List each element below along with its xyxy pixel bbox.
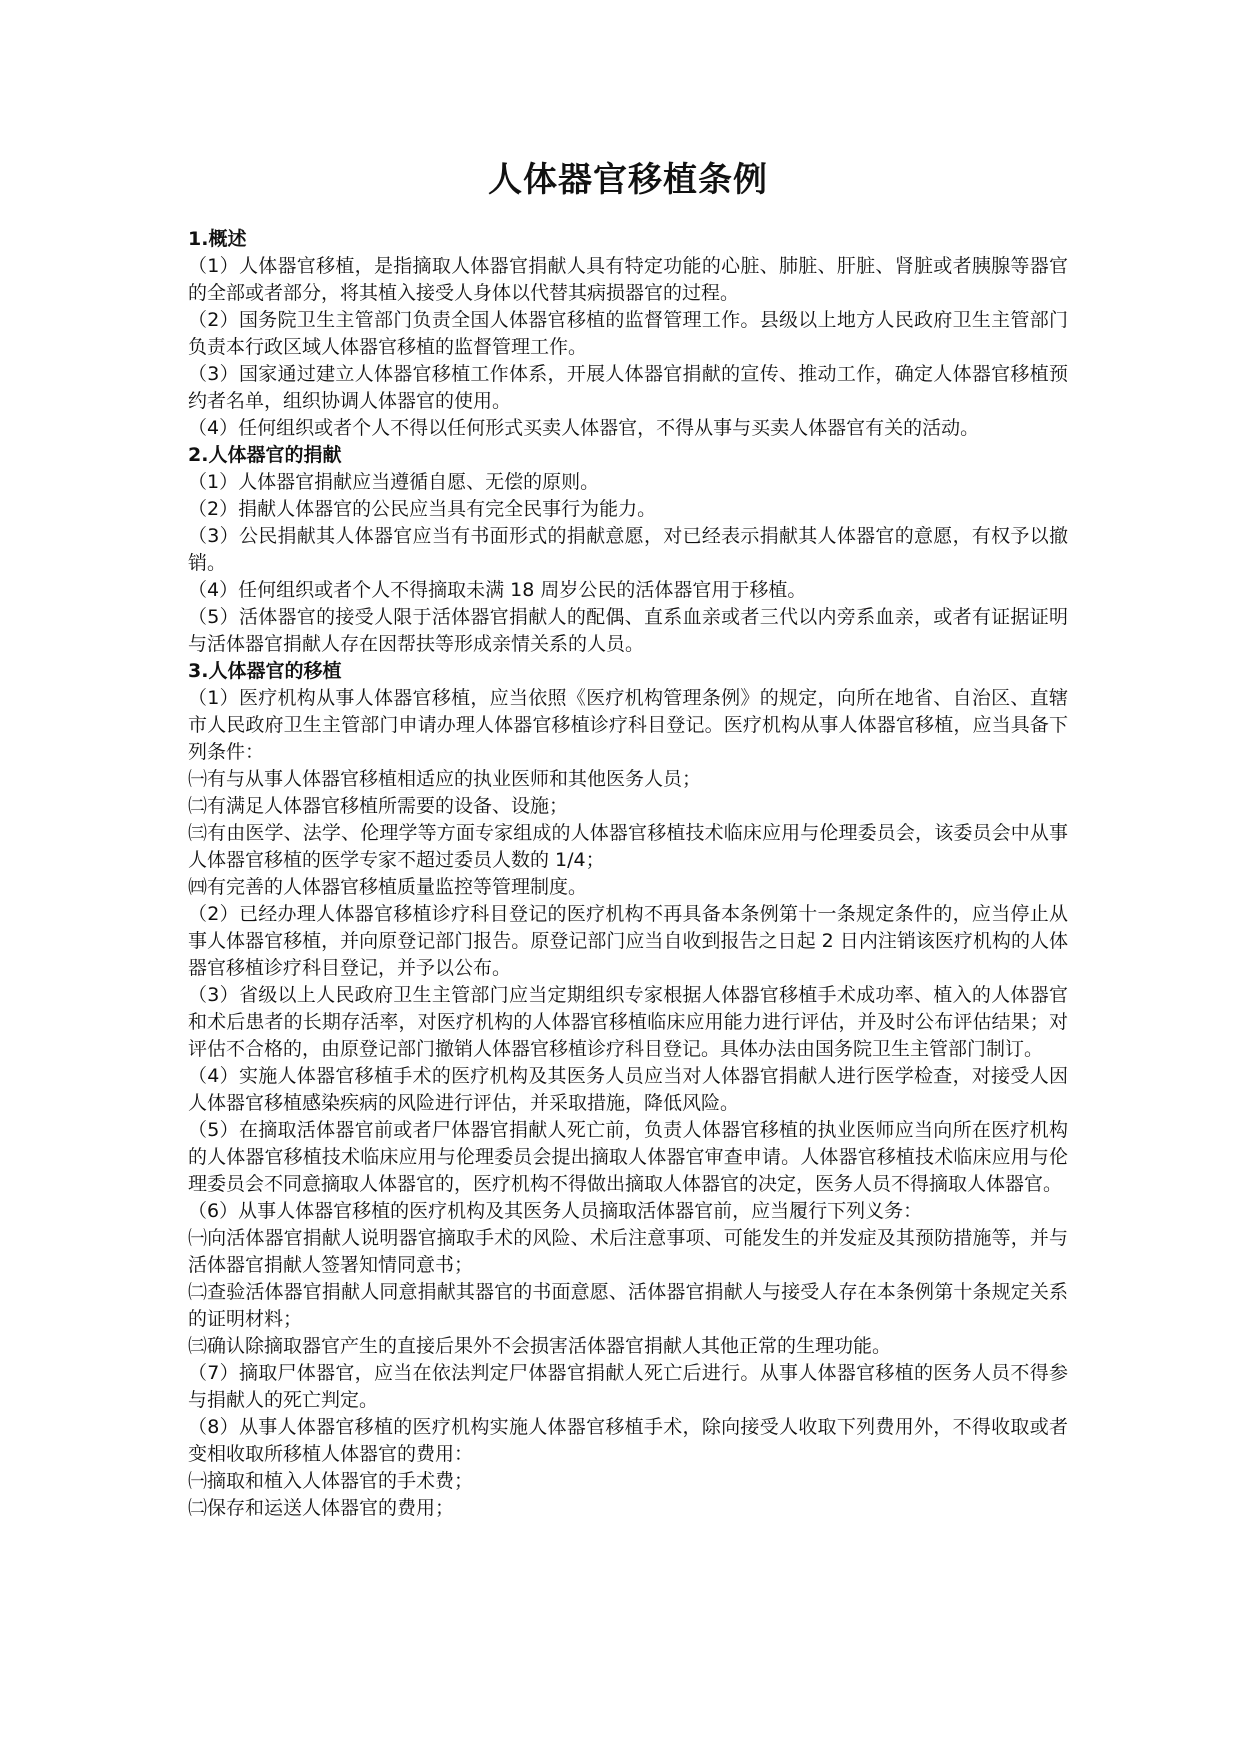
section-heading: 3.人体器官的移植 — [188, 660, 342, 682]
document-body — [188, 154, 1068, 1522]
section-overview — [188, 226, 1068, 442]
paragraph: （1）人体器官移植，是指摘取人体器官捐献人具有特定功能的心脏、肺脏、肝脏、肾脏或者胰腺等器官的全部或者部分，将其植入接受人身体以代替其病损器官的过程。 — [188, 255, 1068, 304]
paragraph: （2）国务院卫生主管部门负责全国人体器官移植的监督管理工作。县级以上地方人民政府卫生主管部门负责本行政区域人体器官移植的监督管理工作。 — [188, 309, 1068, 358]
list-item: ㈠有与从事人体器官移植相适应的执业医师和其他医务人员； — [188, 768, 702, 790]
paragraph: （2）已经办理人体器官移植诊疗科目登记的医疗机构不再具备本条例第十一条规定条件的，应当停止从事人体器官移植，并向原登记部门报告。原登记部门应当自收到报告之日起 2 日内注销该医疗机构的人体器官移植诊疗科目登记，并予以公布。 — [188, 903, 1068, 979]
paragraph: （2）捐献人体器官的公民应当具有完全民事行为能力。 — [188, 498, 657, 520]
paragraph: （1）医疗机构从事人体器官移植，应当依照《医疗机构管理条例》的规定，向所在地省、自治区、直辖市人民政府卫生主管部门申请办理人体器官移植诊疗科目登记。医疗机构从事人体器官移植，应当具备下列条件： — [188, 687, 1068, 763]
list-item: ㈡保存和运送人体器官的费用； — [188, 1497, 455, 1519]
paragraph: （4）实施人体器官移植手术的医疗机构及其医务人员应当对人体器官捐献人进行医学检查，对接受人因人体器官移植感染疾病的风险进行评估，并采取措施，降低风险。 — [188, 1065, 1068, 1114]
section-heading: 1.概述 — [188, 228, 247, 250]
section-donation — [188, 442, 1068, 658]
paragraph: （7）摘取尸体器官，应当在依法判定尸体器官捐献人死亡后进行。从事人体器官移植的医务人员不得参与捐献人的死亡判定。 — [188, 1362, 1068, 1411]
list-item: ㈠向活体器官捐献人说明器官摘取手术的风险、术后注意事项、可能发生的并发症及其预防措施等，并与活体器官捐献人签署知情同意书； — [188, 1227, 1068, 1276]
list-item: ㈢有由医学、法学、伦理学等方面专家组成的人体器官移植技术临床应用与伦理委员会，该委员会中从事人体器官移植的医学专家不超过委员人数的 1/4； — [188, 822, 1068, 871]
paragraph: （8）从事人体器官移植的医疗机构实施人体器官移植手术，除向接受人收取下列费用外，不得收取或者变相收取所移植人体器官的费用： — [188, 1416, 1068, 1465]
paragraph: （3）公民捐献其人体器官应当有书面形式的捐献意愿，对已经表示捐献其人体器官的意愿，有权予以撤销。 — [188, 525, 1068, 574]
paragraph: （3）省级以上人民政府卫生主管部门应当定期组织专家根据人体器官移植手术成功率、植入的人体器官和术后患者的长期存活率，对医疗机构的人体器官移植临床应用能力进行评估，并及时公布评估结果；对评估不合格的，由原登记部门撤销人体器官移植诊疗科目登记。具体办法由国务院卫生主管部门制订。 — [188, 984, 1068, 1060]
section-heading: 2.人体器官的捐献 — [188, 444, 342, 466]
list-item: ㈡有满足人体器官移植所需要的设备、设施； — [188, 795, 569, 817]
list-item: ㈠摘取和植入人体器官的手术费； — [188, 1470, 474, 1492]
paragraph: （4）任何组织或者个人不得以任何形式买卖人体器官，不得从事与买卖人体器官有关的活动。 — [188, 417, 980, 439]
paragraph: （4）任何组织或者个人不得摘取未满 18 周岁公民的活体器官用于移植。 — [188, 579, 807, 601]
paragraph: （5）在摘取活体器官前或者尸体器官捐献人死亡前，负责人体器官移植的执业医师应当向所在医疗机构的人体器官移植技术临床应用与伦理委员会提出摘取人体器官审查申请。人体器官移植技术临床应用与伦理委员会不同意摘取人体器官的，医疗机构不得做出摘取人体器官的决定，医务人员不得摘取人体器官。 — [188, 1119, 1068, 1195]
list-item: ㈢确认除摘取器官产生的直接后果外不会损害活体器官捐献人其他正常的生理功能。 — [188, 1335, 892, 1357]
paragraph: （3）国家通过建立人体器官移植工作体系，开展人体器官捐献的宣传、推动工作，确定人体器官移植预约者名单，组织协调人体器官的使用。 — [188, 363, 1068, 412]
paragraph: （5）活体器官的接受人限于活体器官捐献人的配偶、直系血亲或者三代以内旁系血亲，或者有证据证明与活体器官捐献人存在因帮扶等形成亲情关系的人员。 — [188, 606, 1068, 655]
list-item: ㈣有完善的人体器官移植质量监控等管理制度。 — [188, 876, 588, 898]
list-item: ㈡查验活体器官捐献人同意捐献其器官的书面意愿、活体器官捐献人与接受人存在本条例第十条规定关系的证明材料； — [188, 1281, 1068, 1330]
section-transplantation — [188, 658, 1068, 1522]
paragraph: （1）人体器官捐献应当遵循自愿、无偿的原则。 — [188, 471, 600, 493]
paragraph: （6）从事人体器官移植的医疗机构及其医务人员摘取活体器官前，应当履行下列义务： — [188, 1200, 923, 1222]
document-title: 人体器官移植条例 — [488, 160, 768, 200]
